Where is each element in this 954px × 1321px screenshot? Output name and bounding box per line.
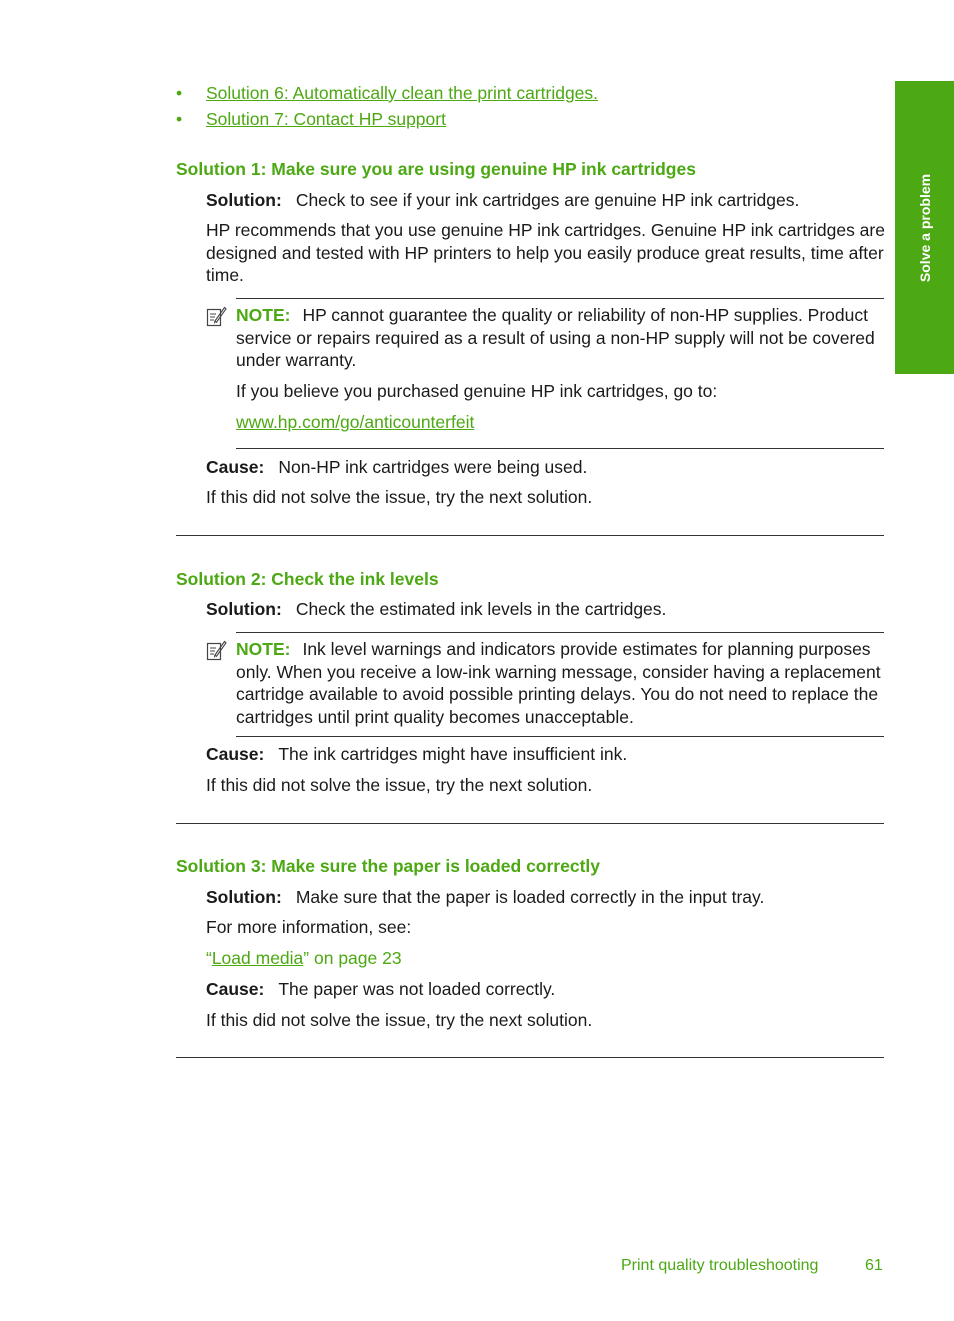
section-2-heading: Solution 2: Check the ink levels <box>176 569 439 589</box>
section-1-next: If this did not solve the issue, try the next solution. <box>206 487 593 507</box>
cause-text: The paper was not loaded correctly. <box>278 979 556 999</box>
anticounterfeit-link[interactable]: www.hp.com/go/anticounterfeit <box>236 411 475 432</box>
page-footer <box>0 1257 954 1279</box>
note-label: NOTE: <box>236 305 291 325</box>
note-body <box>236 638 884 728</box>
solution-text: Make sure that the paper is loaded correctly in the input tray. <box>295 887 765 907</box>
ref-suffix: ” on page 23 <box>303 948 402 968</box>
bullet-icon: • <box>176 109 183 129</box>
list-item <box>176 81 598 107</box>
note-body <box>236 304 884 372</box>
solution-label: Solution: <box>206 190 282 210</box>
top-links-list <box>176 81 598 133</box>
cause-text: The ink cartridges might have insufficient ink. <box>278 744 628 764</box>
side-tab-label: Solve a problem <box>916 173 933 282</box>
divider <box>176 823 884 824</box>
ref-open-quote: “ <box>206 948 212 968</box>
section-2-note <box>236 632 884 737</box>
section-1-solution <box>206 189 886 212</box>
note-text: Ink level warnings and indicators provide estimates for planning purposes only. When you receive a low-ink warning message, consider having a replacement cartridge available to avoid possible printing delays. You do not need to replace the cartridges until print quality becomes unacceptable. <box>236 639 881 727</box>
section-2-cause <box>206 743 886 766</box>
solution-label: Solution: <box>206 887 282 907</box>
section-1-cause <box>206 456 886 479</box>
note-label: NOTE: <box>236 639 291 659</box>
section-2-next: If this did not solve the issue, try the next solution. <box>206 775 593 795</box>
link-solution-7[interactable]: Solution 7: Contact HP support <box>206 109 446 129</box>
section-1-note <box>236 298 884 449</box>
cause-label: Cause: <box>206 457 265 477</box>
link-solution-6[interactable]: Solution 6: Automatically clean the print cartridges. <box>206 83 599 103</box>
cause-label: Cause: <box>206 744 265 764</box>
solution-text: Check to see if your ink cartridges are genuine HP ink cartridges. <box>295 190 800 210</box>
load-media-link[interactable]: Load media <box>211 948 304 968</box>
section-1-paragraph: HP recommends that you use genuine HP ink cartridges. Genuine HP ink cartridges are designed and tested with HP printers to help you easily produce great results, time after time. <box>206 220 885 285</box>
note-text: HP cannot guarantee the quality or reliability of non-HP supplies. Product service or repairs required as a result of using a non-HP supply will not be covered under warranty. <box>236 305 875 370</box>
section-1-heading: Solution 1: Make sure you are using genuine HP ink cartridges <box>176 159 696 179</box>
bullet-icon: • <box>176 83 183 103</box>
solution-label: Solution: <box>206 599 282 619</box>
cause-text: Non-HP ink cartridges were being used. <box>278 457 588 477</box>
list-item <box>176 107 598 133</box>
section-2-solution <box>206 598 886 621</box>
divider <box>176 1057 884 1058</box>
section-3-cause <box>206 978 886 1001</box>
side-tab <box>895 81 954 374</box>
section-3-heading: Solution 3: Make sure the paper is loaded correctly <box>176 856 601 876</box>
note-icon <box>206 639 227 661</box>
section-3-more-info: For more information, see: <box>206 917 412 937</box>
note-icon <box>206 305 227 327</box>
page-number: 61 <box>865 1257 883 1274</box>
cause-label: Cause: <box>206 979 265 999</box>
section-3-solution <box>206 886 886 909</box>
note-extra: If you believe you purchased genuine HP ink cartridges, go to: <box>236 380 718 401</box>
divider <box>176 535 884 536</box>
section-3-reference <box>206 947 886 970</box>
solution-text: Check the estimated ink levels in the cartridges. <box>295 599 667 619</box>
section-3-next: If this did not solve the issue, try the next solution. <box>206 1010 593 1030</box>
footer-title: Print quality troubleshooting <box>621 1257 819 1274</box>
